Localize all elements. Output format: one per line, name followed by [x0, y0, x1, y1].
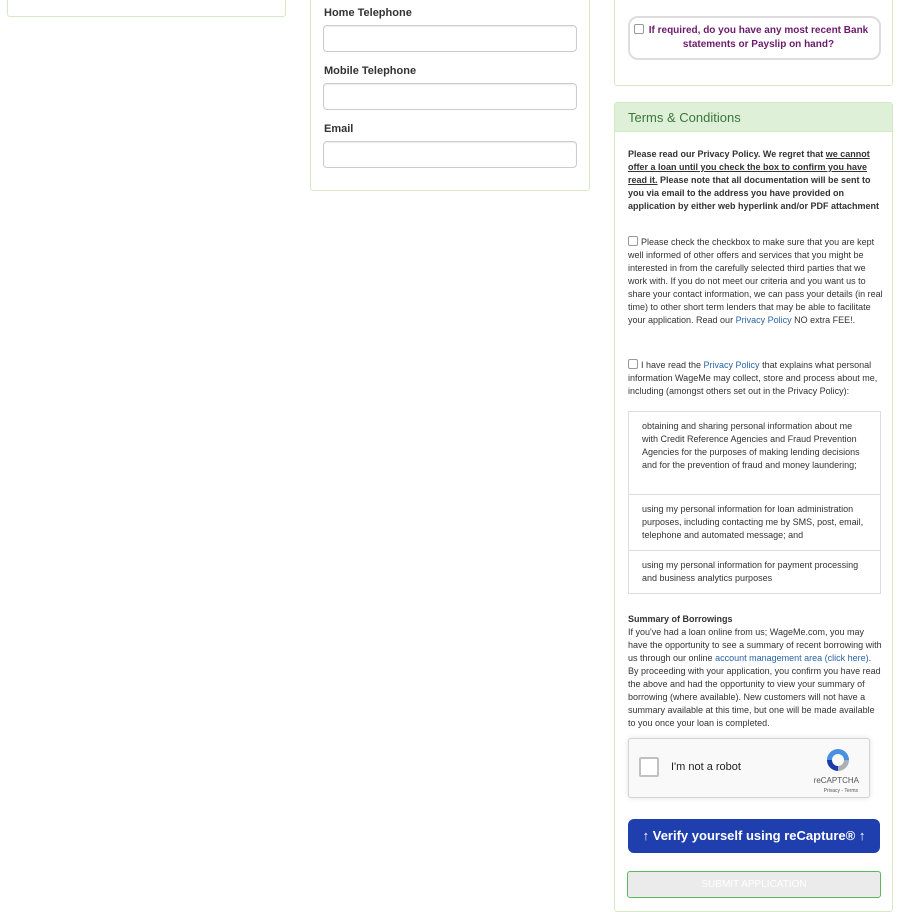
- offers-privacy-link[interactable]: Privacy Policy: [735, 315, 792, 325]
- email-input[interactable]: [323, 141, 577, 168]
- contact-panel: [310, 0, 590, 191]
- summary-text-2: . By proceeding with your application, you confirm you have read the above and had the opportunity to view your summary of borrowing (where available). New customers will not have a summary available at this time, but one will be made available to you once your loan is completed.: [628, 653, 881, 728]
- bank-statement-box: [628, 16, 881, 60]
- bank-statement-question: If required, do you have any most recent Bank statements or Payslip on hand?: [648, 25, 869, 50]
- list-item: using my personal information for loan administration purposes, including contacting me by SMS, post, email, telephone and automated message; and: [629, 495, 880, 551]
- recaptcha-widget: [628, 738, 870, 798]
- terms-heading: Terms & Conditions: [615, 103, 892, 132]
- summary-text-1: If you've had a loan online from us; WageMe.com, you may have the opportunity to see a summary of recent borrowing with us through our online: [628, 627, 882, 663]
- email-label: Email: [324, 123, 354, 135]
- verify-button[interactable]: ↑ Verify yourself using reCapture® ↑: [628, 819, 880, 853]
- list-item: obtaining and sharing personal information about me with Credit Reference Agencies and Fraud Prevention Agencies for the purposes of making lending decisions and for the prevention of fraud and money laundering;: [629, 412, 880, 495]
- offers-text-1: Please check the checkbox to make sure that you are kept well informed of other offers and services that you might be interested in from the carefully selected third parties that we work with. If you do not meet our criteria and you want us to share your contact information, we can pass your details (in real time) to other short term lenders that may be able to facilitate your application. Read our: [628, 237, 883, 325]
- recaptcha-label: I'm not a robot: [671, 761, 741, 773]
- privacy-text-1: I have read the: [641, 360, 704, 370]
- offers-consent: [628, 236, 884, 327]
- privacy-policy-link[interactable]: Privacy Policy: [703, 360, 760, 370]
- home-telephone-label: Home Telephone: [324, 7, 412, 19]
- mobile-telephone-label: Mobile Telephone: [324, 65, 417, 77]
- terms-intro-text-1: Please read our Privacy Policy. We regret that: [628, 149, 826, 159]
- recaptcha-brand: reCAPTCHA: [813, 776, 859, 785]
- account-management-link[interactable]: account management area (click here): [715, 653, 869, 663]
- offers-checkbox[interactable]: [628, 236, 638, 246]
- bank-statement-checkbox[interactable]: [634, 24, 644, 34]
- list-item: using my personal information for payment processing and business analytics purposes: [642, 560, 859, 583]
- submit-application-button[interactable]: SUBMIT APPLICATION: [627, 871, 881, 898]
- offers-text-2: NO extra FEE!.: [791, 315, 856, 325]
- summary-heading: Summary of Borrowings: [628, 614, 733, 624]
- bank-statement-panel: [614, 0, 893, 86]
- privacy-checkbox[interactable]: [628, 359, 638, 369]
- terms-panel: [614, 102, 893, 912]
- recaptcha-logo-icon: [825, 747, 851, 773]
- terms-intro: [628, 148, 884, 213]
- privacy-purposes-list: [628, 411, 881, 594]
- summary-text: [628, 626, 884, 730]
- terms-intro-underlined: we cannot offer a loan until you check the box to confirm you have read it.: [628, 149, 870, 185]
- terms-intro-text-2: Please note that all documentation will be sent to you via email to the address you have provided on application by either web hyperlink and/or PDF attachment: [628, 175, 880, 211]
- recaptcha-checkbox[interactable]: [639, 757, 659, 777]
- recaptcha-links[interactable]: Privacy - Terms: [823, 788, 858, 794]
- left-panel: [7, 0, 286, 17]
- home-telephone-input[interactable]: [323, 25, 577, 52]
- privacy-text-2: that explains what personal information WageMe may collect, store and process about me, including (amongst others set out in the Privacy Policy):: [628, 360, 878, 396]
- mobile-telephone-input[interactable]: [323, 83, 577, 110]
- privacy-consent: [628, 359, 884, 398]
